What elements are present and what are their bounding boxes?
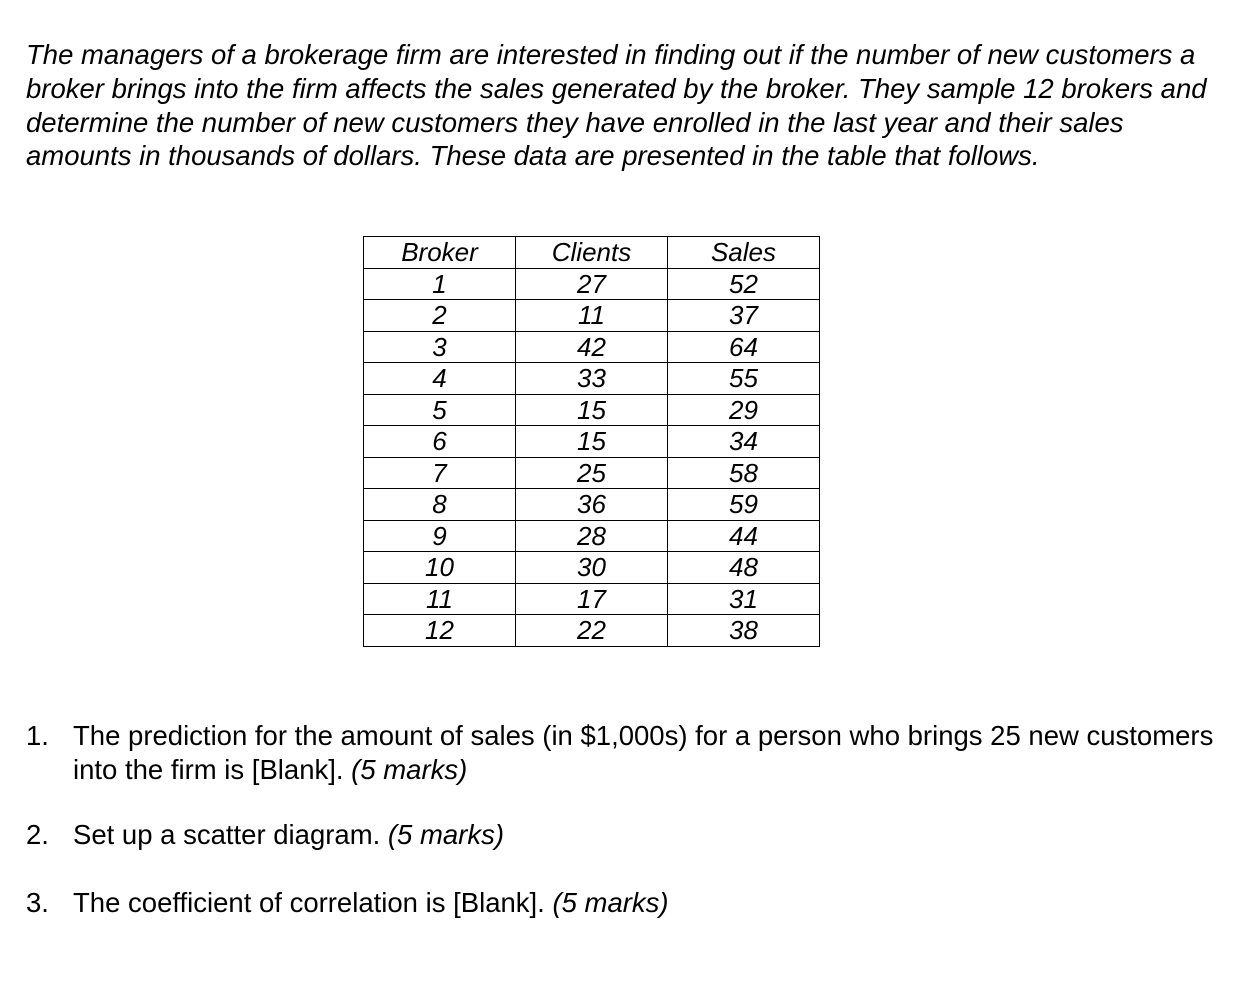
clients-cell: 27 <box>516 268 668 300</box>
sales-cell: 29 <box>668 394 820 426</box>
table-header-row <box>364 237 820 269</box>
question-item <box>26 818 1221 852</box>
question-text: The prediction for the amount of sales (in $1,000s) for a person who brings 25 new customers into the firm is [Blank]. <box>73 720 1214 785</box>
broker-cell: 10 <box>364 552 516 584</box>
sales-cell: 31 <box>668 583 820 615</box>
broker-cell: 6 <box>364 426 516 458</box>
broker-data-table <box>363 236 820 647</box>
clients-cell: 42 <box>516 331 668 363</box>
clients-cell: 30 <box>516 552 668 584</box>
broker-cell: 7 <box>364 457 516 489</box>
column-header-broker: Broker <box>364 237 516 269</box>
broker-cell: 3 <box>364 331 516 363</box>
question-number: 2. <box>26 819 49 850</box>
broker-cell: 5 <box>364 394 516 426</box>
broker-cell: 9 <box>364 520 516 552</box>
sales-cell: 52 <box>668 268 820 300</box>
question-marks: (5 marks) <box>552 887 669 918</box>
table-row <box>364 300 820 332</box>
sales-cell: 59 <box>668 489 820 521</box>
clients-cell: 25 <box>516 457 668 489</box>
question-text: Set up a scatter diagram. <box>73 819 381 850</box>
table-row <box>364 363 820 395</box>
table-row <box>364 552 820 584</box>
table-row <box>364 520 820 552</box>
table-row <box>364 489 820 521</box>
table-row <box>364 331 820 363</box>
sales-cell: 38 <box>668 615 820 647</box>
sales-cell: 48 <box>668 552 820 584</box>
table-row <box>364 394 820 426</box>
question-marks: (5 marks) <box>387 819 505 850</box>
clients-cell: 33 <box>516 363 668 395</box>
table-row <box>364 583 820 615</box>
broker-cell: 2 <box>364 300 516 332</box>
question-number: 1. <box>26 720 49 751</box>
table-row <box>364 615 820 647</box>
column-header-sales: Sales <box>668 237 820 269</box>
sales-cell: 55 <box>668 363 820 395</box>
question-text: The coefficient of correlation is [Blank]. <box>73 887 545 918</box>
question-item <box>26 886 1221 920</box>
broker-cell: 4 <box>364 363 516 395</box>
clients-cell: 36 <box>516 489 668 521</box>
broker-cell: 8 <box>364 489 516 521</box>
broker-cell: 1 <box>364 268 516 300</box>
clients-cell: 22 <box>516 615 668 647</box>
clients-cell: 28 <box>516 520 668 552</box>
clients-cell: 15 <box>516 426 668 458</box>
sales-cell: 58 <box>668 457 820 489</box>
intro-paragraph: The managers of a brokerage firm are interested in finding out if the number of new customers a broker brings into the firm affects the sales generated by the broker. They sample 12 brokers and determine the number of new customers they have enrolled in the last year and their sales amounts in thousands of dollars. These data are presented in the table that follows. <box>26 39 1207 172</box>
sales-cell: 44 <box>668 520 820 552</box>
question-marks: (5 marks) <box>351 754 468 785</box>
sales-cell: 64 <box>668 331 820 363</box>
table-row <box>364 426 820 458</box>
clients-cell: 15 <box>516 394 668 426</box>
table-row <box>364 457 820 489</box>
question-list <box>26 719 1221 920</box>
column-header-clients: Clients <box>516 237 668 269</box>
sales-cell: 34 <box>668 426 820 458</box>
table-row <box>364 268 820 300</box>
question-item <box>26 719 1221 787</box>
sales-cell: 37 <box>668 300 820 332</box>
clients-cell: 17 <box>516 583 668 615</box>
question-number: 3. <box>26 887 49 918</box>
broker-cell: 11 <box>364 583 516 615</box>
clients-cell: 11 <box>516 300 668 332</box>
broker-cell: 12 <box>364 615 516 647</box>
